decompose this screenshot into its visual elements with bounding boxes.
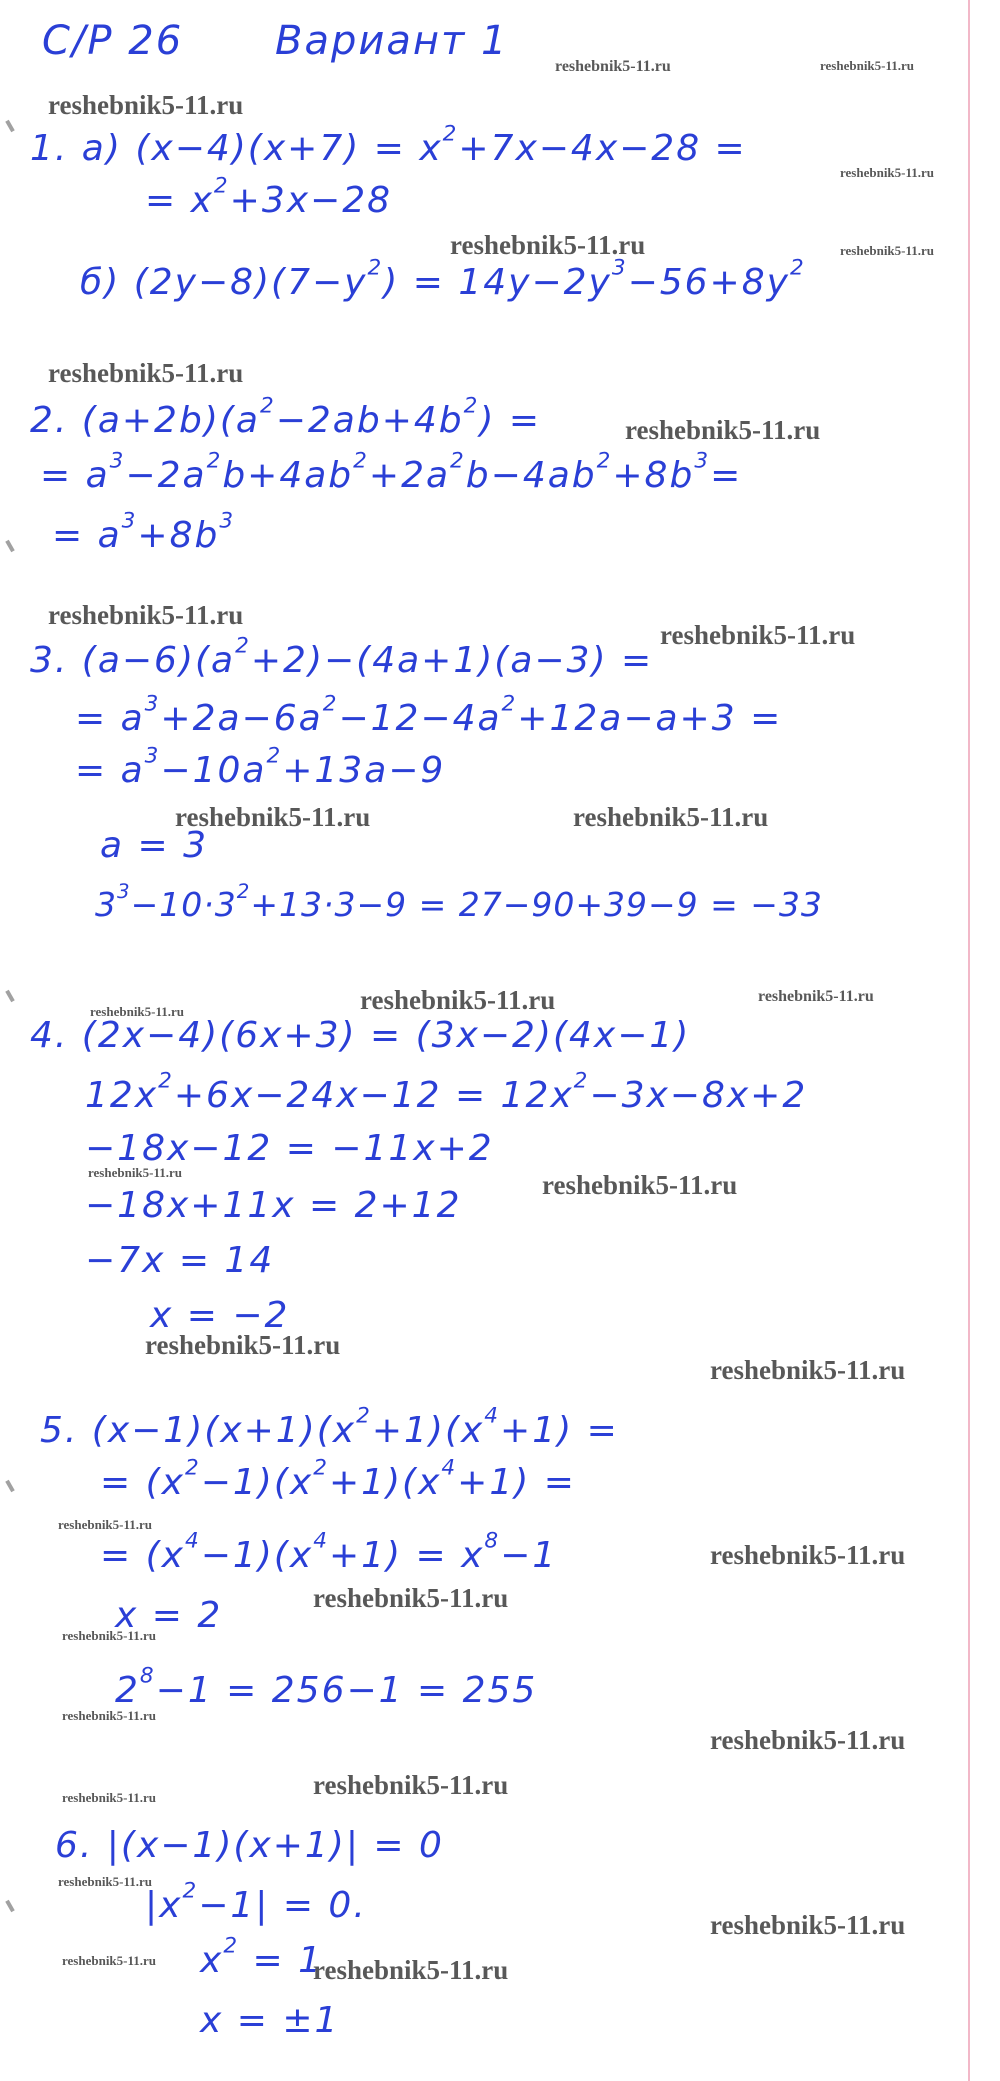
watermark: reshebnik5-11.ru [710, 1355, 906, 1385]
watermark: reshebnik5-11.ru [542, 1170, 738, 1200]
page-mark [5, 1900, 14, 1912]
watermark: reshebnik5-11.ru [313, 1955, 509, 1985]
watermark: reshebnik5-11.ru [58, 1517, 153, 1532]
p5-line4: x = 2 [115, 1595, 223, 1636]
watermark: reshebnik5-11.ru [660, 620, 856, 650]
p5-line5: $2^8-1 = 256-1 = 255$ [115, 1663, 538, 1711]
work-label: С/Р 26 [42, 18, 184, 64]
margin-line [968, 0, 970, 2081]
watermark: reshebnik5-11.ru [840, 165, 935, 180]
watermark: reshebnik5-11.ru [48, 90, 244, 120]
watermark: reshebnik5-11.ru [820, 58, 915, 73]
watermark: reshebnik5-11.ru [48, 600, 244, 630]
p4-line6: x = −2 [150, 1295, 290, 1336]
watermark: reshebnik5-11.ru [62, 1953, 157, 1968]
watermark: reshebnik5-11.ru [710, 1540, 906, 1570]
p6-line2: $|x^2-1| = 0$. [145, 1878, 367, 1926]
watermark: reshebnik5-11.ru [555, 58, 671, 75]
p3-line3: = $a^3-10a^2+13a-9$ [75, 743, 446, 791]
watermark: reshebnik5-11.ru [62, 1708, 157, 1723]
page-mark [5, 120, 14, 132]
p5-line2: = $(x^2-1)(x^2+1)(x^4+1)$ = [100, 1455, 576, 1503]
watermark: reshebnik5-11.ru [710, 1725, 906, 1755]
p2-line2: = $a^3-2a^2b+4ab^2+2a^2b-4ab^2+8b^3=$ [40, 448, 743, 496]
watermark: reshebnik5-11.ru [360, 985, 556, 1015]
p4-line2: $12x^2+6x-24x-12 = 12x^2-3x-8x+2$ [85, 1068, 808, 1116]
p1-b-line: б) $(2y-8)(7-y^2) = 14y-2y^3-56+8y^2$ [80, 255, 806, 303]
p3-line2: = $a^3+2a-6a^2-12-4a^2+12a-a+3$ = [75, 691, 783, 739]
page-mark [5, 540, 14, 552]
p3-line1: 3. $(a-6)(a^2+2)-(4a+1)(a-3)$ = [30, 633, 654, 681]
watermark: reshebnik5-11.ru [145, 1330, 341, 1360]
watermark: reshebnik5-11.ru [62, 1790, 157, 1805]
watermark: reshebnik5-11.ru [710, 1910, 906, 1940]
p1-a-line2: = $x^2+3x-28$ [145, 173, 393, 221]
page-mark [5, 1480, 14, 1492]
p5-line3: = $(x^4-1)(x^4+1) = x^8-1$ [100, 1528, 558, 1576]
watermark: reshebnik5-11.ru [758, 988, 874, 1005]
watermark: reshebnik5-11.ru [175, 802, 371, 832]
watermark: reshebnik5-11.ru [313, 1583, 509, 1613]
watermark: reshebnik5-11.ru [625, 415, 821, 445]
p1-a-line1: 1. a) $(x-4)(x+7) = x^2+7x-4x-28$ = [30, 121, 747, 169]
p6-line1: 6. |(x−1)(x+1)| = 0 [55, 1825, 444, 1866]
p4-line5: −7x = 14 [85, 1240, 275, 1281]
page-mark [5, 990, 14, 1002]
p6-line3: $x^2 = 1$ [200, 1933, 324, 1981]
p2-line1: 2. $(a+2b)(a^2-2ab+4b^2)$ = [30, 393, 542, 441]
p4-line4: −18x+11x = 2+12 [85, 1185, 462, 1226]
p3-line4: a = 3 [100, 825, 209, 866]
watermark: reshebnik5-11.ru [48, 358, 244, 388]
watermark: reshebnik5-11.ru [90, 1004, 185, 1019]
p5-line1: 5. $(x-1)(x+1)(x^2+1)(x^4+1)$ = [40, 1403, 619, 1451]
p3-line5: $3^3-10\cdot 3^2+13\cdot 3-9 = 27-90+39-9 = -33$ [95, 880, 823, 924]
watermark: reshebnik5-11.ru [62, 1628, 157, 1643]
watermark: reshebnik5-11.ru [450, 230, 646, 260]
p4-line3: −18x−12 = −11x+2 [85, 1128, 494, 1169]
watermark: reshebnik5-11.ru [58, 1874, 153, 1889]
watermark: reshebnik5-11.ru [573, 802, 769, 832]
p2-line3: = $a^3+8b^3$ [52, 508, 236, 556]
variant-title: Вариант 1 [275, 18, 509, 64]
p6-line4: x = ±1 [200, 2000, 340, 2041]
watermark: reshebnik5-11.ru [840, 243, 935, 258]
p4-line1: 4. (2x−4)(6x+3) = (3x−2)(4x−1) [30, 1015, 691, 1056]
watermark: reshebnik5-11.ru [88, 1165, 183, 1180]
watermark: reshebnik5-11.ru [313, 1770, 509, 1800]
